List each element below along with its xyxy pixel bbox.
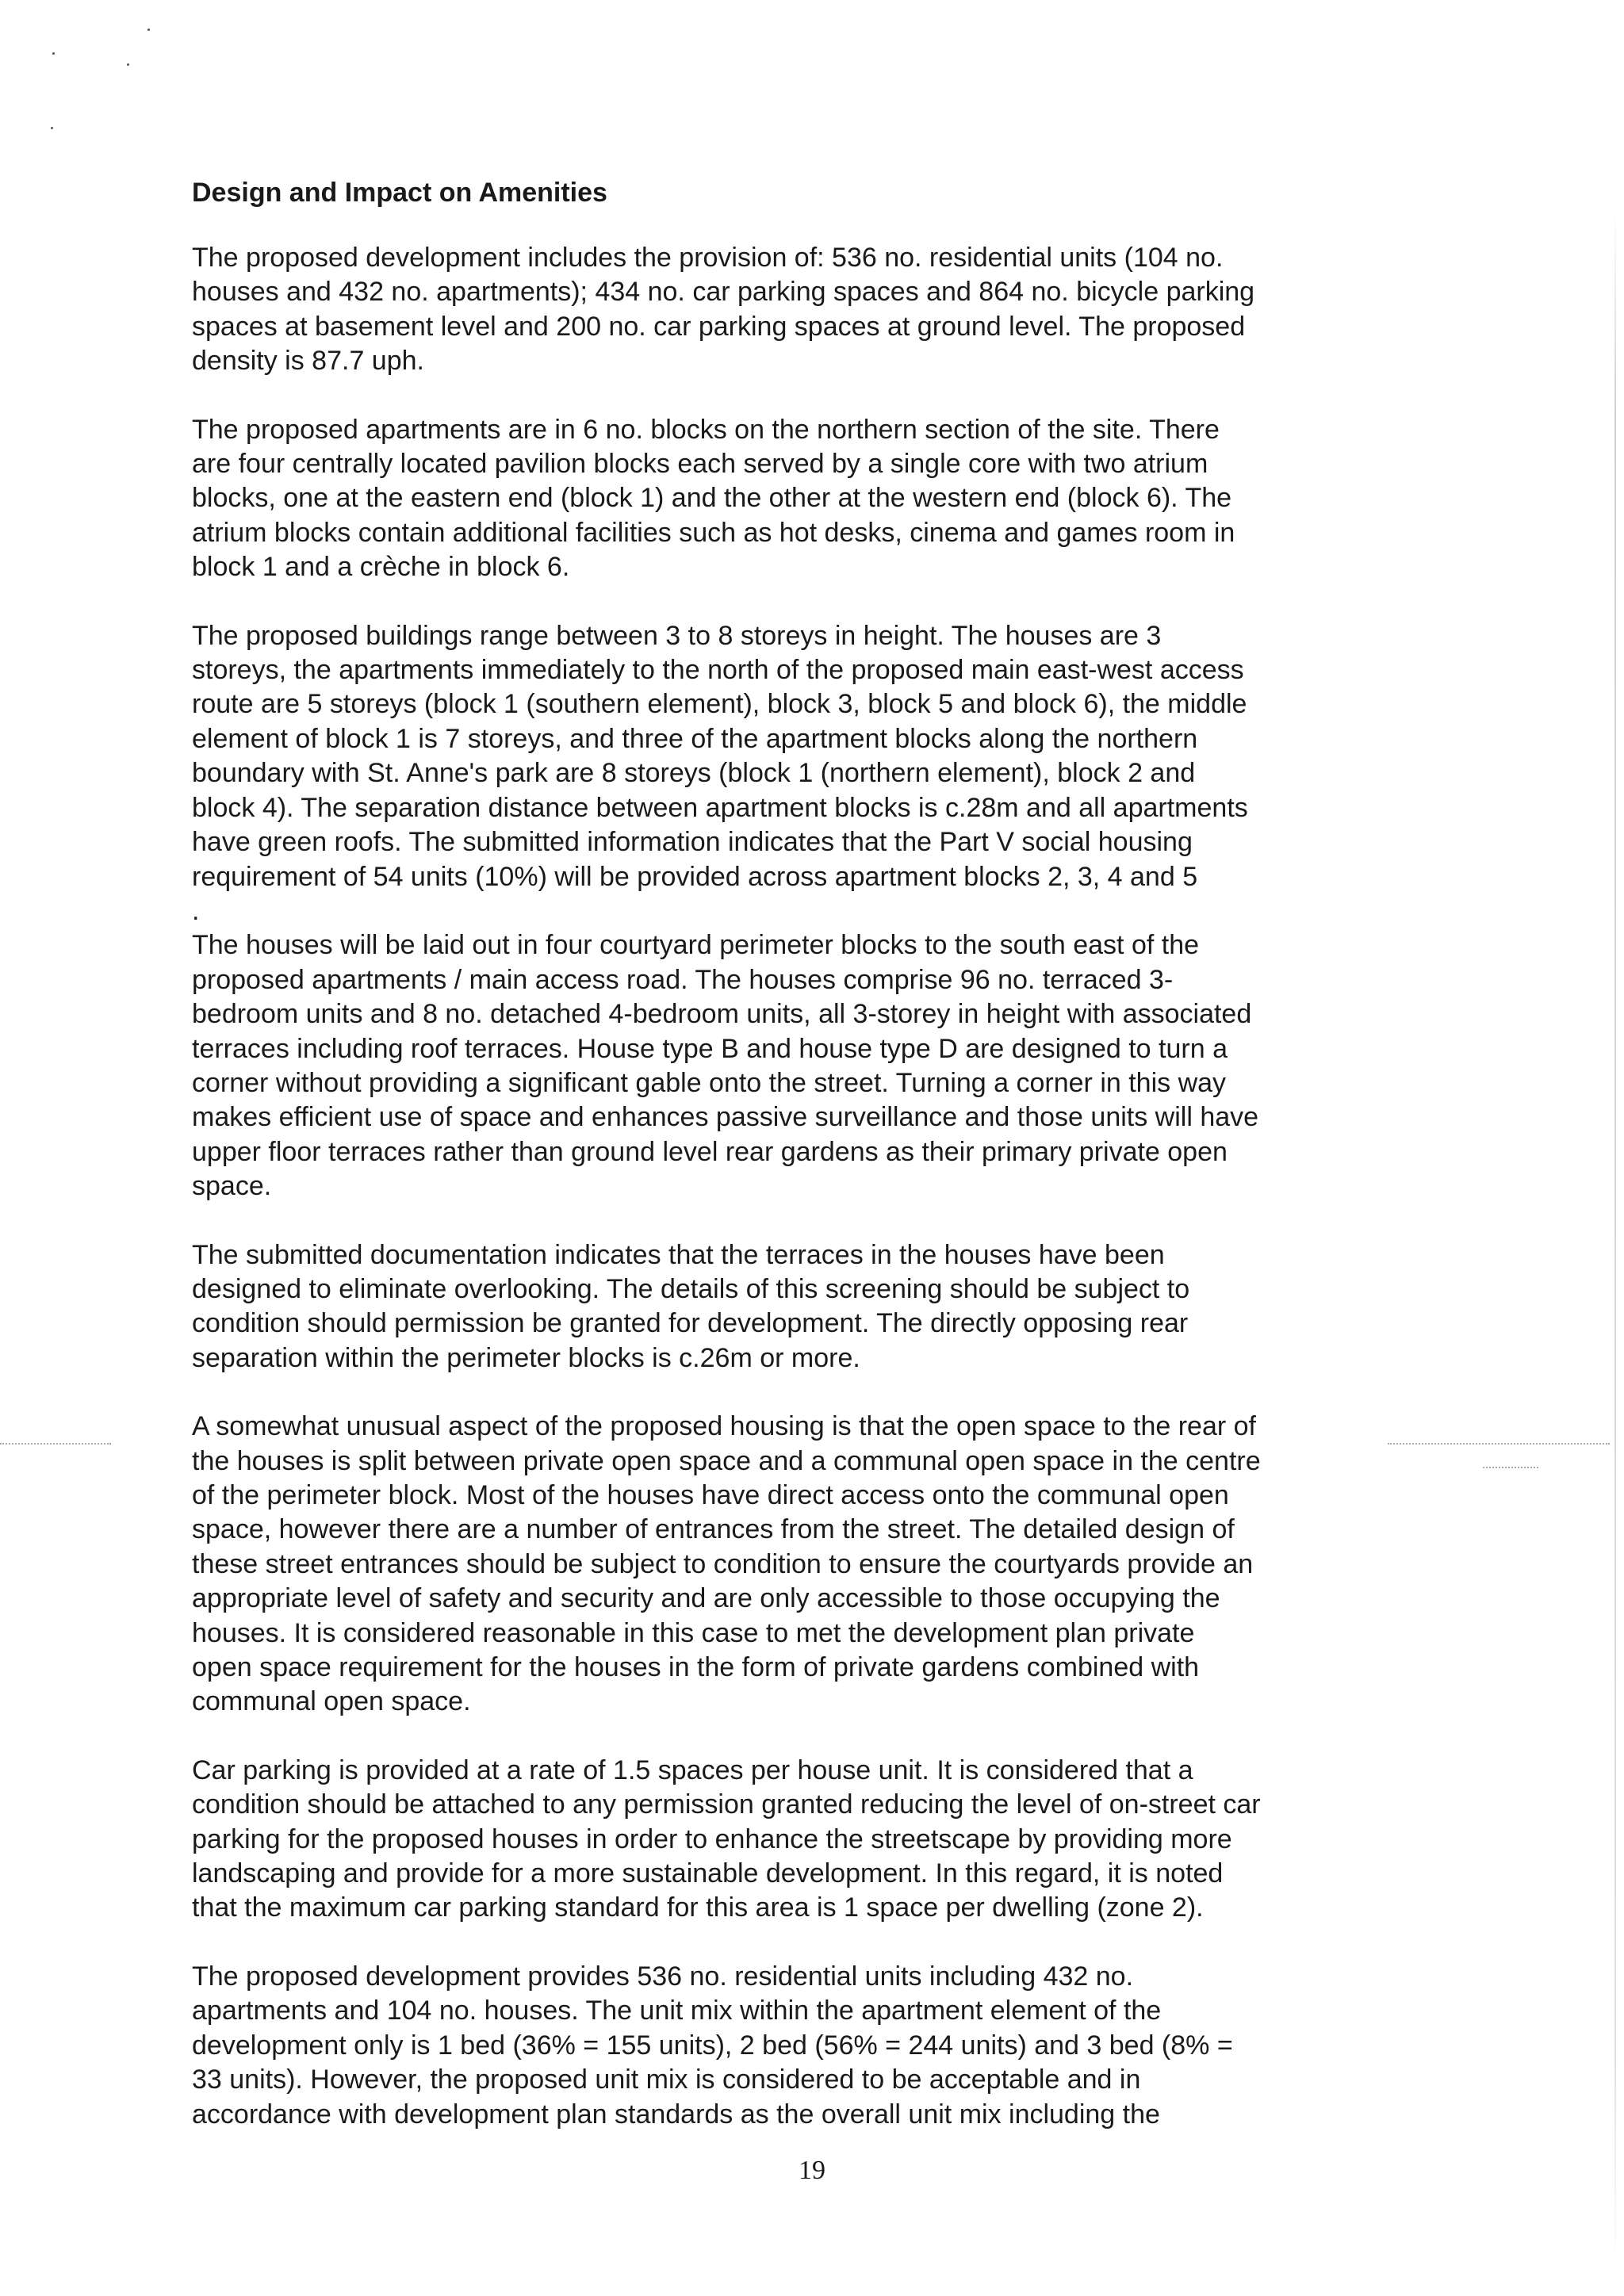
paragraph bbox=[192, 1238, 1397, 1376]
text-line: the houses is split between private open space and a communal open space in the centre bbox=[192, 1445, 1261, 1476]
paragraph bbox=[192, 928, 1397, 1203]
text-line: spaces at basement level and 200 no. car parking spaces at ground level. The proposed bbox=[192, 311, 1246, 342]
text-line: that the maximum car parking standard for this area is 1 space per dwelling (zone 2). bbox=[192, 1892, 1204, 1923]
scan-speck bbox=[52, 52, 55, 55]
text-line: corner without providing a significant gable onto the street. Turning a corner in this way bbox=[192, 1067, 1227, 1098]
text-line: . bbox=[192, 895, 200, 926]
scan-edge-shadow bbox=[1614, 206, 1616, 2267]
page-number: 19 bbox=[799, 2156, 825, 2185]
text-line: block 1 and a crèche in block 6. bbox=[192, 552, 570, 583]
text-line: blocks, one at the eastern end (block 1) and the other at the western end (block 6). The bbox=[192, 483, 1232, 514]
text-line: The proposed development provides 536 no. residential units including 432 no. bbox=[192, 1961, 1134, 1992]
text-line: are four centrally located pavilion blocks each served by a single core with two atrium bbox=[192, 449, 1208, 480]
text-line: have green roofs. The submitted information indicates that the Part V social housing bbox=[192, 827, 1193, 858]
text-line: requirement of 54 units (10%) will be provided across apartment blocks 2, 3, 4 and 5 bbox=[192, 861, 1198, 892]
text-line: atrium blocks contain additional facilities such as hot desks, cinema and games room in bbox=[192, 517, 1235, 548]
text-line: 33 units). However, the proposed unit mix is considered to be acceptable and in bbox=[192, 2064, 1141, 2095]
paragraph bbox=[192, 1754, 1397, 1926]
scan-artifact-line bbox=[0, 1443, 111, 1445]
text-line: The proposed apartments are in 6 no. blocks on the northern section of the site. There bbox=[192, 414, 1220, 445]
paragraph bbox=[192, 1960, 1397, 2132]
text-line: designed to eliminate overlooking. The details of this screening should be subject to bbox=[192, 1273, 1190, 1304]
text-line: parking for the proposed houses in order to enhance the streetscape by providing more bbox=[192, 1823, 1232, 1854]
text-line: of the perimeter block. Most of the houses have direct access onto the communal open bbox=[192, 1480, 1229, 1510]
text-line: appropriate level of safety and security and are only accessible to those occupying the bbox=[192, 1583, 1220, 1614]
text-line: condition should be attached to any permission granted reducing the level of on-street car bbox=[192, 1789, 1261, 1820]
text-line: space, however there are a number of entrances from the street. The detailed design of bbox=[192, 1514, 1235, 1545]
text-line: these street entrances should be subject to condition to ensure the courtyards provide an bbox=[192, 1548, 1254, 1579]
scan-speck bbox=[127, 63, 129, 66]
scan-artifact-line bbox=[1388, 1443, 1610, 1445]
text-line: landscaping and provide for a more sustainable development. In this regard, it is noted bbox=[192, 1858, 1224, 1889]
text-line: upper floor terraces rather than ground level rear gardens as their primary private open bbox=[192, 1136, 1228, 1167]
text-line: route are 5 storeys (block 1 (southern element), block 3, block 5 and block 6), the middle bbox=[192, 689, 1247, 720]
document-body bbox=[192, 176, 1397, 2132]
text-line: The submitted documentation indicates that the terraces in the houses have been bbox=[192, 1239, 1165, 1270]
scan-artifact-line bbox=[1483, 1467, 1538, 1468]
text-line: proposed apartments / main access road. The houses comprise 96 no. terraced 3- bbox=[192, 964, 1174, 995]
paragraph bbox=[192, 241, 1397, 379]
text-line: makes efficient use of space and enhances passive surveillance and those units will have bbox=[192, 1102, 1259, 1133]
text-line: Car parking is provided at a rate of 1.5 spaces per house unit. It is considered that a bbox=[192, 1755, 1193, 1785]
text-line: apartments and 104 no. houses. The unit mix within the apartment element of the bbox=[192, 1996, 1162, 2026]
text-line: terraces including roof terraces. House type B and house type D are designed to turn a bbox=[192, 1033, 1228, 1064]
text-line: condition should permission be granted for development. The directly opposing rear bbox=[192, 1308, 1189, 1339]
text-line: block 4). The separation distance between apartment blocks is c.28m and all apartments bbox=[192, 792, 1248, 823]
text-line: density is 87.7 uph. bbox=[192, 346, 424, 377]
paragraph bbox=[192, 413, 1397, 585]
text-line: open space requirement for the houses in the form of private gardens combined with bbox=[192, 1652, 1200, 1683]
scan-speck bbox=[51, 127, 53, 129]
paragraph bbox=[192, 1410, 1397, 1720]
text-line: The proposed development includes the provision of: 536 no. residential units (104 no. bbox=[192, 243, 1224, 273]
text-line: The proposed buildings range between 3 to 8 storeys in height. The houses are 3 bbox=[192, 620, 1162, 651]
text-line: bedroom units and 8 no. detached 4-bedroom units, all 3-storey in height with associated bbox=[192, 999, 1252, 1030]
text-line: storeys, the apartments immediately to the north of the proposed main east-west access bbox=[192, 655, 1244, 686]
text-line: separation within the perimeter blocks is c.26m or more. bbox=[192, 1342, 860, 1373]
text-line: element of block 1 is 7 storeys, and three of the apartment blocks along the northern bbox=[192, 723, 1198, 754]
text-line: houses and 432 no. apartments); 434 no. car parking spaces and 864 no. bicycle parking bbox=[192, 277, 1255, 308]
text-line: boundary with St. Anne's park are 8 storeys (block 1 (northern element), block 2 and bbox=[192, 758, 1196, 789]
text-line: The houses will be laid out in four courtyard perimeter blocks to the south east of the bbox=[192, 930, 1200, 961]
text-line: development only is 1 bed (36% = 155 units), 2 bed (56% = 244 units) and 3 bed (8% = bbox=[192, 2030, 1233, 2061]
text-line: accordance with development plan standards as the overall unit mix including the bbox=[192, 2099, 1160, 2130]
text-line: A somewhat unusual aspect of the proposed housing is that the open space to the rear of bbox=[192, 1411, 1257, 1442]
scan-speck bbox=[147, 29, 150, 31]
paragraph bbox=[192, 619, 1397, 929]
section-heading: Design and Impact on Amenities bbox=[192, 178, 607, 208]
text-line: communal open space. bbox=[192, 1686, 471, 1717]
text-line: space. bbox=[192, 1171, 272, 1202]
text-line: houses. It is considered reasonable in this case to met the development plan private bbox=[192, 1617, 1195, 1648]
